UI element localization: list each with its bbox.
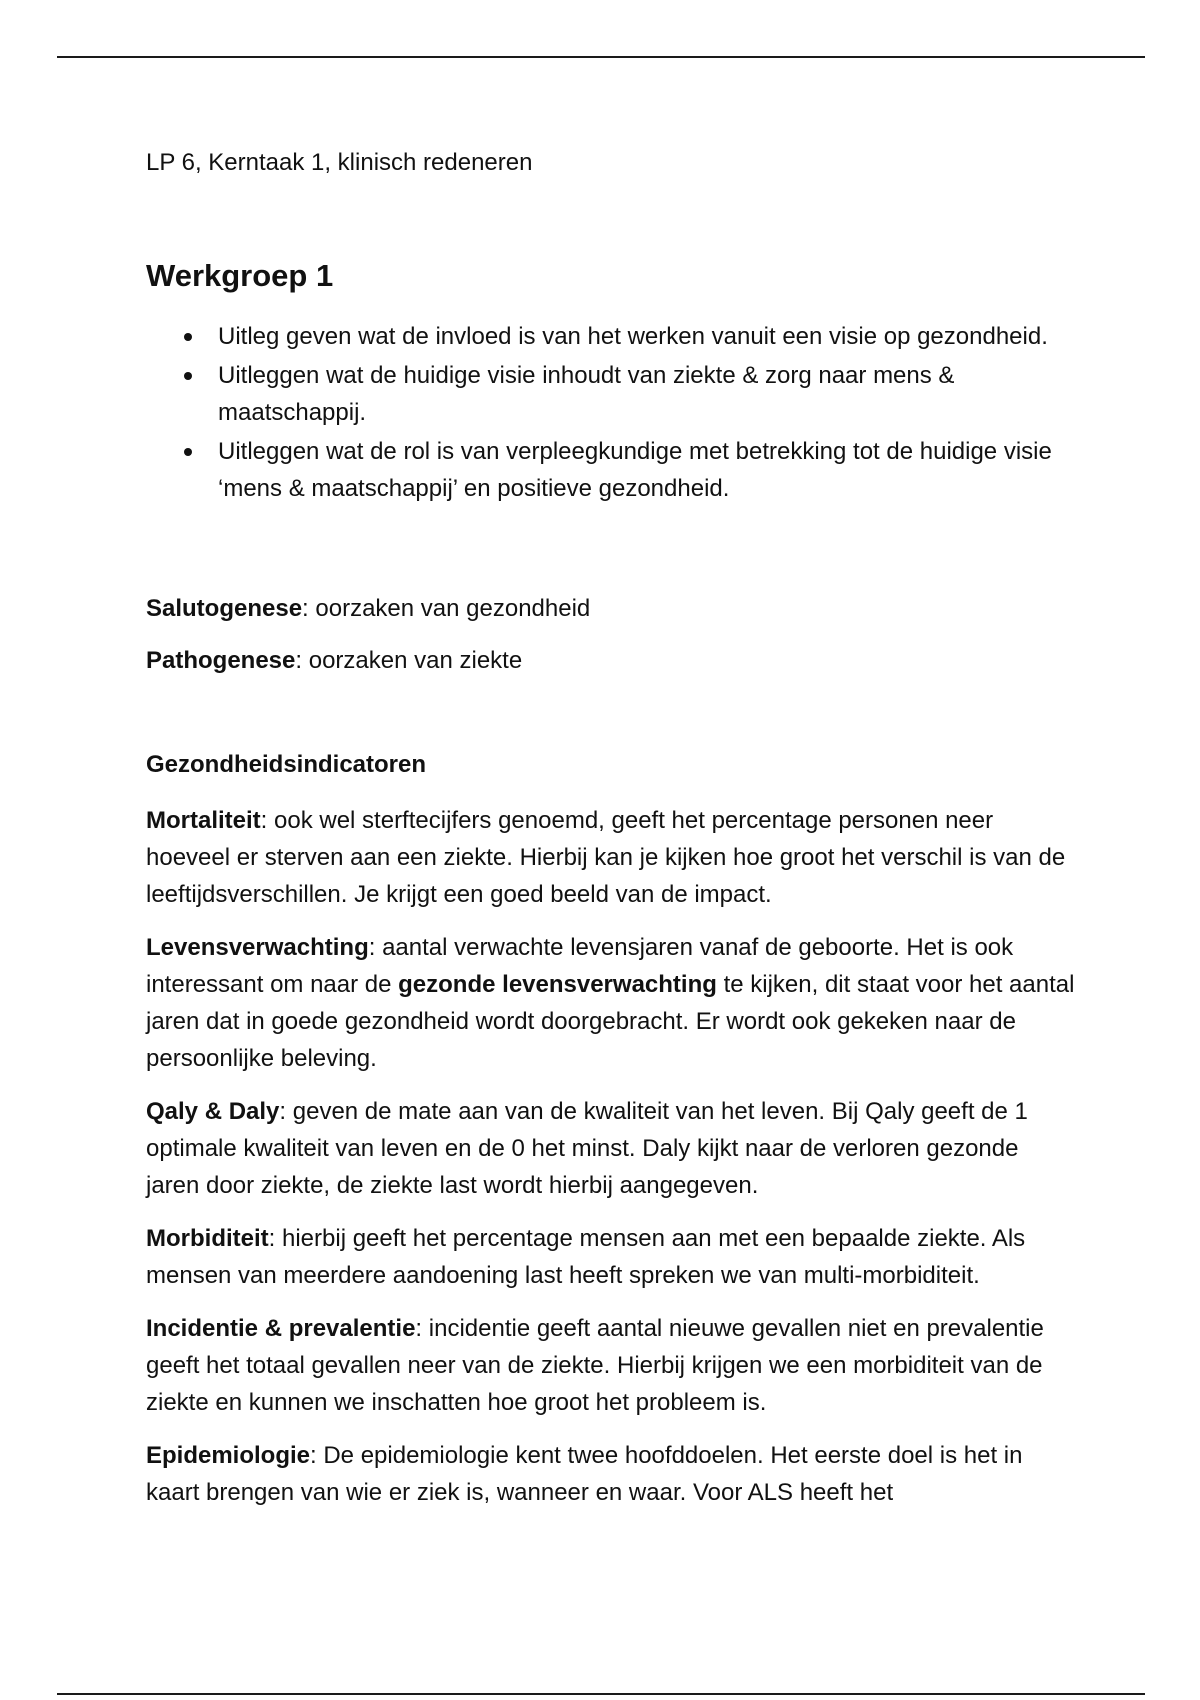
paragraph-text: : geven de mate aan van de kwaliteit van het leven. Bij Qaly geeft de 1 optimale kwaliteit van leven en de 0 het minst. Daly kijkt naar de verloren gezonde jaren door ziekte, de ziekte last wordt hierbij aangegeven. (146, 1098, 1028, 1199)
list-item (146, 357, 1076, 431)
bullet-icon (184, 372, 192, 380)
learning-goals-list (146, 318, 1076, 509)
page-top-rule (57, 56, 1145, 58)
paragraph-mortaliteit (146, 802, 1076, 913)
definition-pathogenese (146, 642, 1076, 679)
list-item (146, 318, 1076, 355)
definition-text: : oorzaken van gezondheid (302, 595, 591, 622)
course-header: LP 6, Kerntaak 1, klinisch redeneren (146, 149, 533, 176)
paragraph-morbiditeit (146, 1220, 1076, 1294)
paragraph-epidemiologie (146, 1437, 1076, 1511)
list-item (146, 433, 1076, 507)
bullet-icon (184, 448, 192, 456)
paragraph-levensverwachting (146, 929, 1076, 1077)
paragraph-term: Mortaliteit (146, 807, 261, 834)
list-item-text: Uitleg geven wat de invloed is van het werken vanuit een visie op gezondheid. (218, 323, 1048, 350)
inline-bold-term: gezonde levensverwachting (398, 971, 717, 998)
paragraph-text: : hierbij geeft het percentage mensen aan met een bepaalde ziekte. Als mensen van meerdere aandoening last heeft spreken we van multi-morbiditeit. (146, 1225, 1026, 1289)
definition-term: Pathogenese (146, 647, 296, 674)
definition-salutogenese (146, 590, 1076, 627)
definition-term: Salutogenese (146, 595, 303, 622)
paragraph-text: : ook wel sterftecijfers genoemd, geeft het percentage personen neer hoeveel er sterven aan een ziekte. Hierbij kan je kijken hoe groot het verschil is van de leeftijdsverschillen. Je krijgt een goed beeld van de impact. (146, 807, 1066, 908)
paragraph-term: Incidentie & prevalentie (146, 1315, 416, 1342)
paragraph-text: : incidentie geeft aantal nieuwe gevallen niet en prevalentie geeft het totaal gevallen neer van de ziekte. Hierbij krijgen we een morbiditeit van de ziekte en kunnen we inschatten hoe groot het probleem is. (146, 1315, 1044, 1416)
definition-text: : oorzaken van ziekte (295, 647, 523, 674)
paragraph-term: Morbiditeit (146, 1225, 269, 1252)
list-item-text: Uitleggen wat de huidige visie inhoudt van ziekte & zorg naar mens & maatschappij. (218, 362, 955, 426)
paragraph-incidentie-prevalentie (146, 1310, 1076, 1421)
paragraph-term: Epidemiologie (146, 1442, 311, 1469)
paragraph-term: Qaly & Daly (146, 1098, 280, 1125)
paragraph-qaly-daly (146, 1093, 1076, 1204)
section-title: Werkgroep 1 (146, 258, 334, 293)
paragraph-text: : De epidemiologie kent twee hoofddoelen. Het eerste doel is het in kaart brengen van wie er ziek is, wanneer en waar. Voor ALS heeft het (146, 1442, 1023, 1506)
paragraph-text: : aantal verwachte levensjaren vanaf de geboorte. Het is ook interessant om naar de (146, 934, 1014, 998)
paragraph-term: Levensverwachting (146, 934, 369, 961)
paragraph-text: te kijken, dit staat voor het aantal jaren dat in goede gezondheid wordt doorgebracht. Er wordt ook gekeken naar de persoonlijke beleving. (146, 971, 1075, 1072)
list-item-text: Uitleggen wat de rol is van verpleegkundige met betrekking tot de huidige visie ‘mens & maatschappij’ en positieve gezondheid. (218, 438, 1052, 502)
indicators-heading: Gezondheidsindicatoren (146, 751, 427, 778)
page-bottom-rule (57, 1693, 1145, 1695)
bullet-icon (184, 333, 192, 341)
indicators-body (146, 802, 1076, 1527)
